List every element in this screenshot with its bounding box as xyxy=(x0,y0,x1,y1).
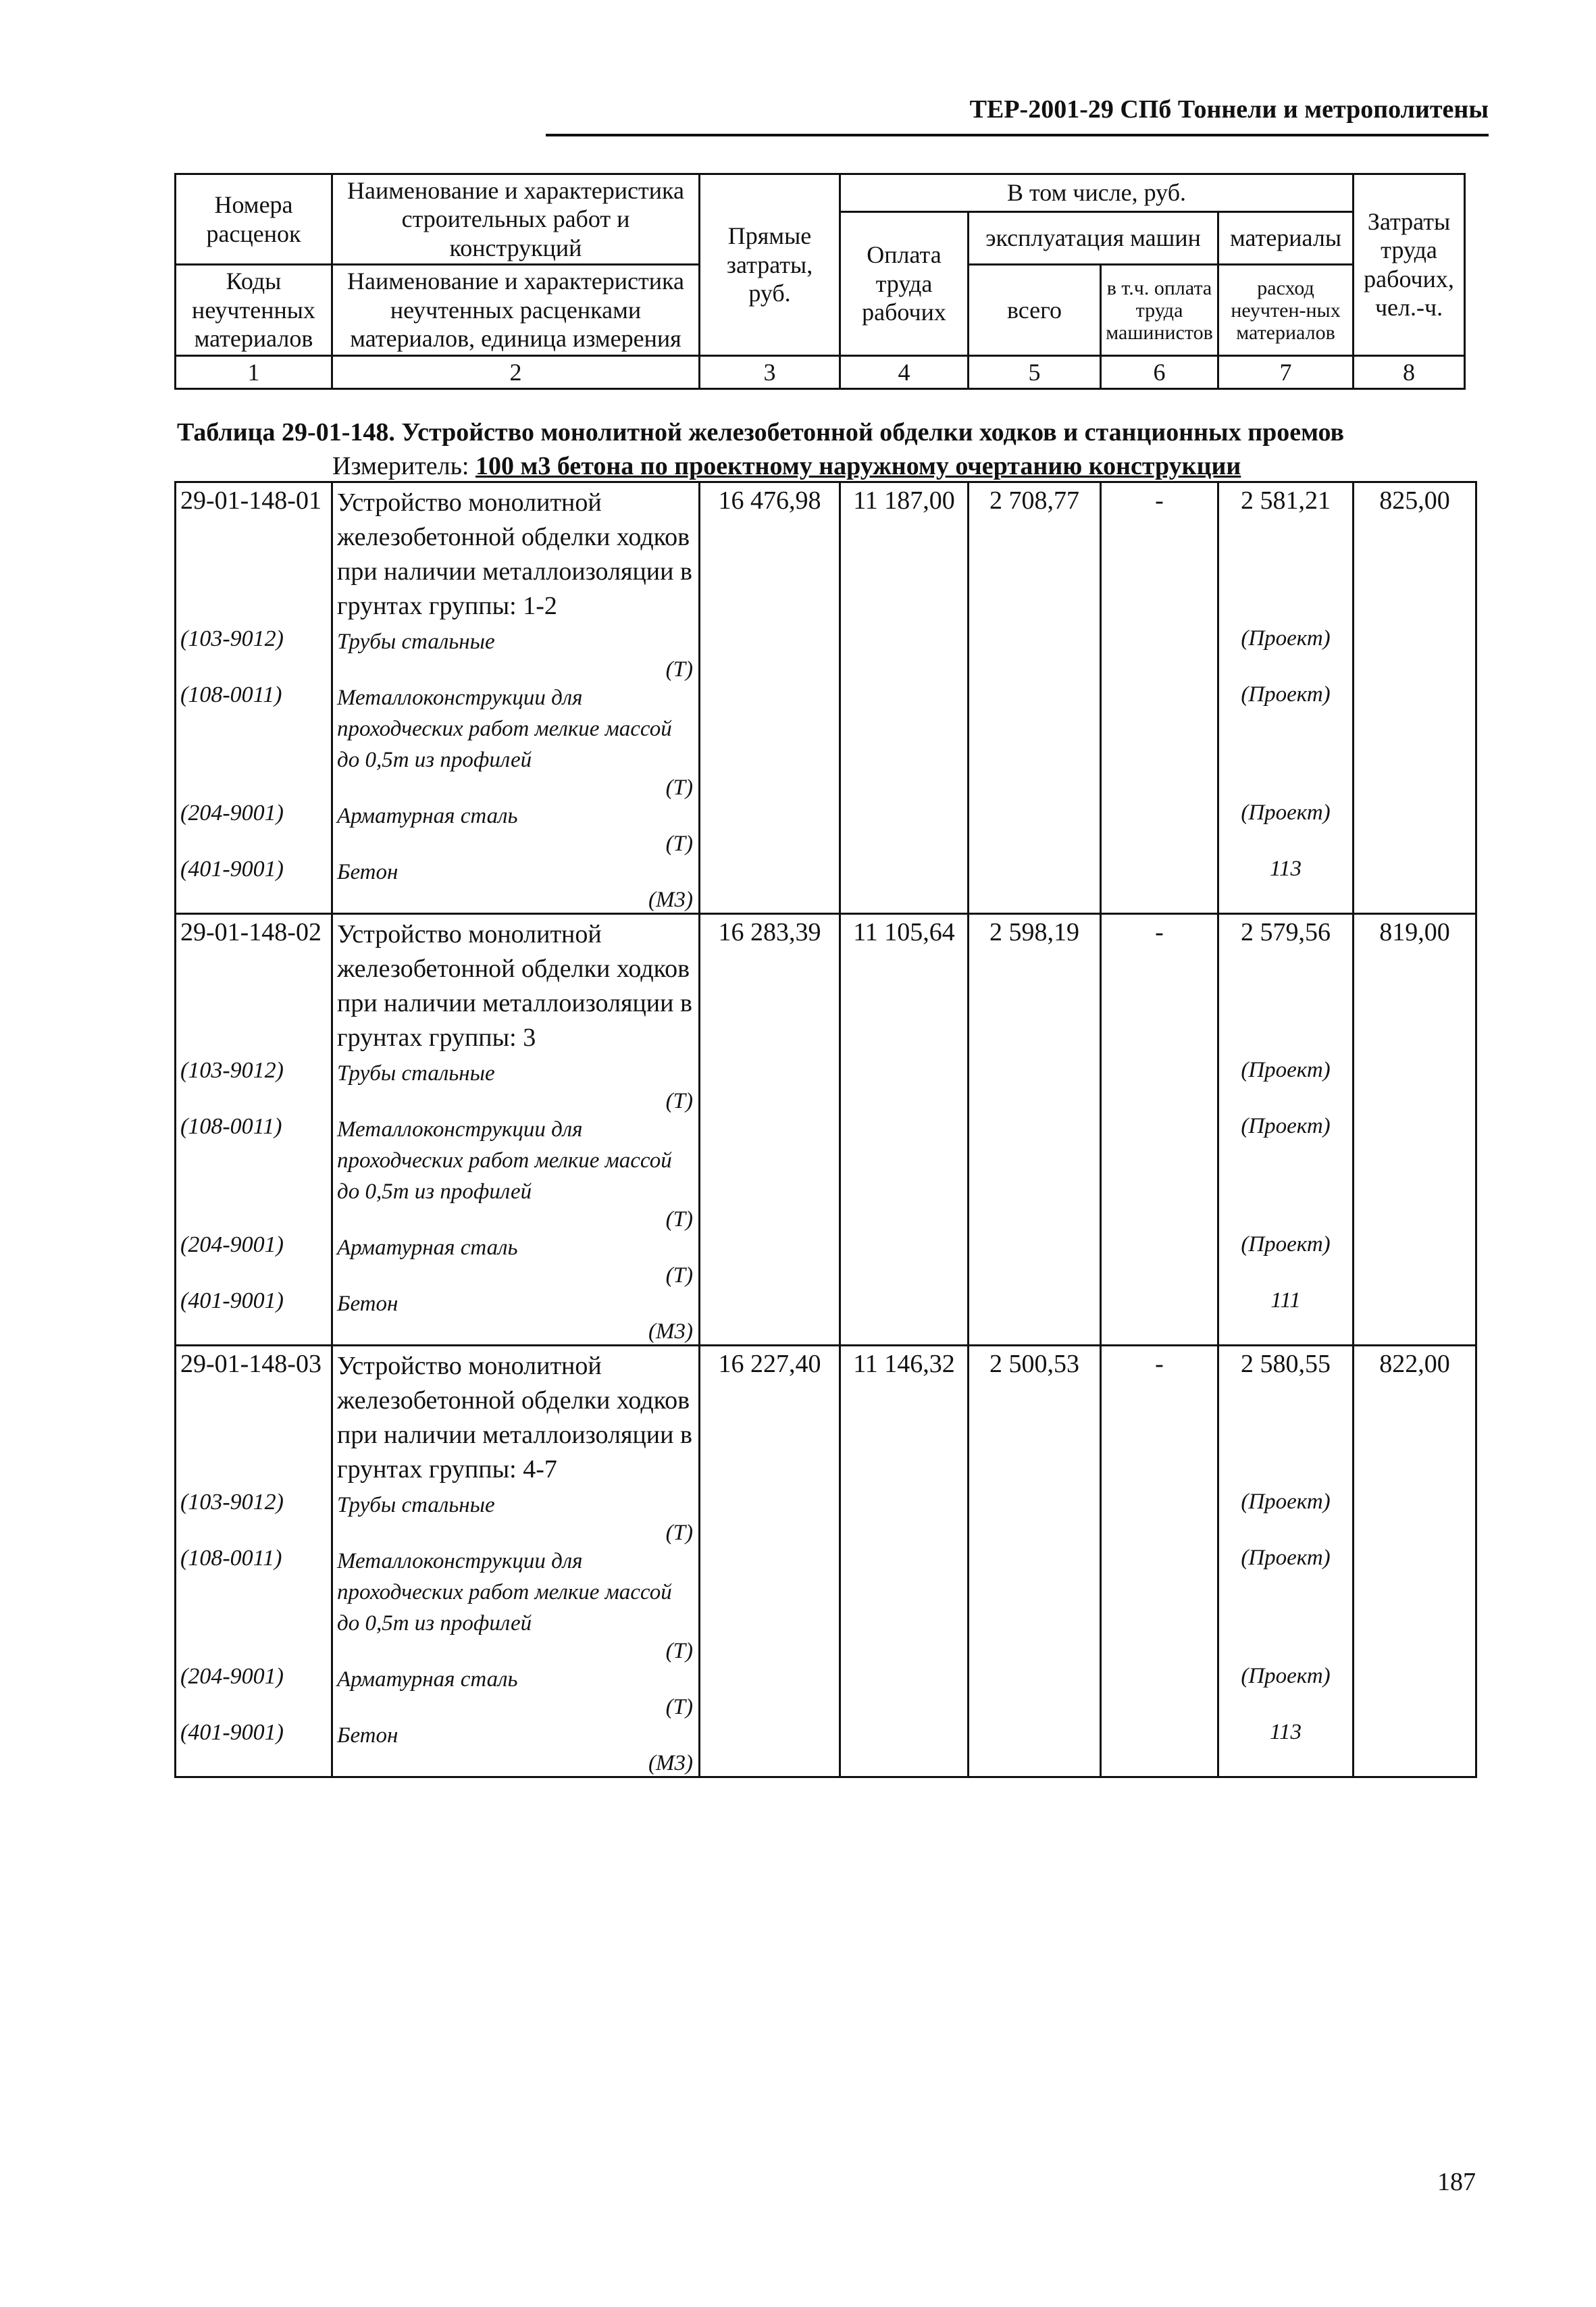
material-cell xyxy=(332,682,700,801)
material-name: Бетон xyxy=(337,860,398,884)
material-row xyxy=(176,1720,1476,1777)
empty-cell xyxy=(1354,1490,1476,1546)
material-name: Трубы стальные xyxy=(337,1061,495,1086)
materials-cost: 2 580,55 xyxy=(1218,1346,1354,1490)
empty-cell xyxy=(969,1232,1101,1288)
material-unit: (Т) xyxy=(665,776,693,800)
empty-cell xyxy=(1354,1546,1476,1664)
material-consumption: (Проект) xyxy=(1218,1664,1354,1720)
material-cell xyxy=(332,1058,700,1114)
material-code: (108-0011) xyxy=(176,1114,332,1232)
col-header-labor-pay: Оплата труда рабочих xyxy=(840,212,969,356)
material-name: Арматурная сталь xyxy=(337,1667,518,1692)
empty-cell xyxy=(1354,1720,1476,1777)
empty-cell xyxy=(1101,1114,1218,1232)
material-code: (108-0011) xyxy=(176,1546,332,1664)
material-cell xyxy=(332,1664,700,1720)
rate-code: 29-01-148-02 xyxy=(176,914,332,1059)
material-row xyxy=(176,626,1476,682)
column-header-table xyxy=(174,173,1466,390)
material-consumption: (Проект) xyxy=(1218,682,1354,801)
empty-cell xyxy=(840,1114,969,1232)
machines-total: 2 708,77 xyxy=(969,482,1101,627)
material-name: Металлоконструкции для проходческих работ мелкие массой до 0,5т из профилей xyxy=(337,1117,672,1204)
empty-cell xyxy=(1354,682,1476,801)
empty-cell xyxy=(700,682,840,801)
rate-description: Устройство монолитной железобетонной обделки ходков при наличии металлоизоляции в грунтах группы: 4-7 xyxy=(332,1346,700,1490)
col-header-materials: материалы xyxy=(1218,212,1354,265)
empty-cell xyxy=(969,1546,1101,1664)
rate-description: Устройство монолитной железобетонной обделки ходков при наличии металлоизоляции в грунтах группы: 1-2 xyxy=(332,482,700,627)
empty-cell xyxy=(1101,1490,1218,1546)
col-header-rate-numbers: Номера расценок xyxy=(176,174,332,265)
material-cell xyxy=(332,1288,700,1346)
material-consumption: 111 xyxy=(1218,1288,1354,1346)
material-row xyxy=(176,1288,1476,1346)
material-unit: (Т) xyxy=(665,1207,693,1232)
empty-cell xyxy=(840,1232,969,1288)
empty-cell xyxy=(700,857,840,914)
material-row xyxy=(176,1232,1476,1288)
col-number: 2 xyxy=(332,355,700,388)
empty-cell xyxy=(700,1232,840,1288)
col-header-machines: эксплуатация машин xyxy=(969,212,1218,265)
empty-cell xyxy=(1354,1288,1476,1346)
labor-pay: 11 146,32 xyxy=(840,1346,969,1490)
empty-cell xyxy=(1101,1288,1218,1346)
material-unit: (Т) xyxy=(665,1521,693,1545)
page-number: 187 xyxy=(1437,2168,1476,2196)
col-header-material-consumption: расход неучтен-ных материалов xyxy=(1218,265,1354,355)
empty-cell xyxy=(700,801,840,857)
labor-hours: 825,00 xyxy=(1354,482,1476,627)
material-name: Арматурная сталь xyxy=(337,1236,518,1260)
material-code: (401-9001) xyxy=(176,1288,332,1346)
material-unit: (Т) xyxy=(665,1639,693,1663)
empty-cell xyxy=(1354,1058,1476,1114)
material-unit: (М3) xyxy=(648,888,693,912)
material-cell xyxy=(332,1114,700,1232)
material-consumption: 113 xyxy=(1218,1720,1354,1777)
empty-cell xyxy=(840,682,969,801)
col-header-machines-total: всего xyxy=(969,265,1101,355)
labor-hours: 822,00 xyxy=(1354,1346,1476,1490)
material-cell xyxy=(332,626,700,682)
material-unit: (Т) xyxy=(665,657,693,682)
empty-cell xyxy=(700,1720,840,1777)
material-cell xyxy=(332,1490,700,1546)
col-number: 4 xyxy=(840,355,969,388)
col-header-work-name: Наименование и характеристика строительных работ и конструкций xyxy=(332,174,700,265)
empty-cell xyxy=(700,1114,840,1232)
material-name: Арматурная сталь xyxy=(337,804,518,828)
empty-cell xyxy=(840,857,969,914)
machines-total: 2 500,53 xyxy=(969,1346,1101,1490)
material-row xyxy=(176,801,1476,857)
empty-cell xyxy=(1354,1664,1476,1720)
rates-table xyxy=(174,481,1477,1778)
material-name: Трубы стальные xyxy=(337,630,495,654)
material-consumption: (Проект) xyxy=(1218,626,1354,682)
materials-cost: 2 579,56 xyxy=(1218,914,1354,1059)
material-name: Трубы стальные xyxy=(337,1493,495,1517)
material-consumption: (Проект) xyxy=(1218,801,1354,857)
material-name: Металлоконструкции для проходческих работ мелкие массой до 0,5т из профилей xyxy=(337,1549,672,1636)
empty-cell xyxy=(840,1664,969,1720)
material-consumption: (Проект) xyxy=(1218,1058,1354,1114)
material-row xyxy=(176,1114,1476,1232)
empty-cell xyxy=(840,1490,969,1546)
material-row xyxy=(176,857,1476,914)
material-cell xyxy=(332,1720,700,1777)
empty-cell xyxy=(700,1546,840,1664)
empty-cell xyxy=(1101,1546,1218,1664)
col-number: 1 xyxy=(176,355,332,388)
material-cell xyxy=(332,1546,700,1664)
empty-cell xyxy=(1101,682,1218,801)
material-row xyxy=(176,1546,1476,1664)
material-cell xyxy=(332,857,700,914)
material-consumption: (Проект) xyxy=(1218,1114,1354,1232)
material-code: (204-9001) xyxy=(176,801,332,857)
empty-cell xyxy=(1101,1232,1218,1288)
empty-cell xyxy=(969,626,1101,682)
col-number: 6 xyxy=(1101,355,1218,388)
material-code: (108-0011) xyxy=(176,682,332,801)
col-number: 3 xyxy=(700,355,840,388)
material-unit: (Т) xyxy=(665,1695,693,1719)
material-row xyxy=(176,1058,1476,1114)
material-name: Бетон xyxy=(337,1292,398,1316)
labor-hours: 819,00 xyxy=(1354,914,1476,1059)
material-row xyxy=(176,1490,1476,1546)
empty-cell xyxy=(700,1058,840,1114)
meter-value: 100 м3 бетона по проектному наружному очертанию конструкции xyxy=(475,452,1241,480)
machinists-pay: - xyxy=(1101,482,1218,627)
empty-cell xyxy=(1101,1664,1218,1720)
materials-cost: 2 581,21 xyxy=(1218,482,1354,627)
empty-cell xyxy=(1354,1114,1476,1232)
empty-cell xyxy=(969,1058,1101,1114)
material-consumption: (Проект) xyxy=(1218,1232,1354,1288)
material-code: (103-9012) xyxy=(176,1490,332,1546)
empty-cell xyxy=(840,1058,969,1114)
direct-costs: 16 476,98 xyxy=(700,482,840,627)
material-consumption: 113 xyxy=(1218,857,1354,914)
empty-cell xyxy=(840,1546,969,1664)
machinists-pay: - xyxy=(1101,914,1218,1059)
empty-cell xyxy=(700,1664,840,1720)
material-unit: (Т) xyxy=(665,1089,693,1113)
labor-pay: 11 105,64 xyxy=(840,914,969,1059)
rate-description: Устройство монолитной железобетонной обделки ходков при наличии металлоизоляции в грунтах группы: 3 xyxy=(332,914,700,1059)
empty-cell xyxy=(969,1664,1101,1720)
empty-cell xyxy=(969,682,1101,801)
empty-cell xyxy=(1101,801,1218,857)
col-number: 7 xyxy=(1218,355,1354,388)
empty-cell xyxy=(840,801,969,857)
meter-prefix: Измеритель: xyxy=(332,452,469,480)
col-number: 8 xyxy=(1354,355,1465,388)
empty-cell xyxy=(969,1114,1101,1232)
rate-row xyxy=(176,482,1476,627)
rate-row xyxy=(176,1346,1476,1490)
empty-cell xyxy=(1101,857,1218,914)
machines-total: 2 598,19 xyxy=(969,914,1101,1059)
rate-code: 29-01-148-01 xyxy=(176,482,332,627)
empty-cell xyxy=(969,857,1101,914)
material-consumption: (Проект) xyxy=(1218,1546,1354,1664)
material-name: Бетон xyxy=(337,1723,398,1748)
rate-code: 29-01-148-03 xyxy=(176,1346,332,1490)
material-unit: (Т) xyxy=(665,832,693,856)
col-header-machinists-pay: в т.ч. оплата труда машинистов xyxy=(1101,265,1218,355)
rate-row xyxy=(176,914,1476,1059)
material-code: (401-9001) xyxy=(176,1720,332,1777)
empty-cell xyxy=(840,1288,969,1346)
direct-costs: 16 227,40 xyxy=(700,1346,840,1490)
empty-cell xyxy=(969,1288,1101,1346)
material-code: (204-9001) xyxy=(176,1232,332,1288)
col-header-group: В том числе, руб. xyxy=(840,174,1354,212)
material-cell xyxy=(332,801,700,857)
empty-cell xyxy=(969,801,1101,857)
empty-cell xyxy=(1354,857,1476,914)
col-header-direct-costs: Прямые затраты, руб. xyxy=(700,174,840,356)
empty-cell xyxy=(700,626,840,682)
empty-cell xyxy=(840,1720,969,1777)
material-code: (401-9001) xyxy=(176,857,332,914)
empty-cell xyxy=(1101,1720,1218,1777)
material-code: (103-9012) xyxy=(176,1058,332,1114)
empty-cell xyxy=(1354,1232,1476,1288)
empty-cell xyxy=(1101,626,1218,682)
empty-cell xyxy=(1101,1058,1218,1114)
direct-costs: 16 283,39 xyxy=(700,914,840,1059)
labor-pay: 11 187,00 xyxy=(840,482,969,627)
running-title: ТЕР-2001-29 СПб Тоннели и метрополитены xyxy=(546,95,1489,136)
material-cell xyxy=(332,1232,700,1288)
empty-cell xyxy=(969,1490,1101,1546)
material-row xyxy=(176,1664,1476,1720)
empty-cell xyxy=(1354,801,1476,857)
table-meter xyxy=(332,451,1241,481)
material-unit: (Т) xyxy=(665,1263,693,1288)
empty-cell xyxy=(700,1288,840,1346)
material-name: Металлоконструкции для проходческих работ мелкие массой до 0,5т из профилей xyxy=(337,686,672,772)
material-unit: (М3) xyxy=(648,1319,693,1344)
col-header-material-names: Наименование и характеристика неучтенных расценками материалов, единица измерения xyxy=(332,265,700,355)
material-unit: (М3) xyxy=(648,1751,693,1775)
material-code: (103-9012) xyxy=(176,626,332,682)
material-code: (204-9001) xyxy=(176,1664,332,1720)
machinists-pay: - xyxy=(1101,1346,1218,1490)
empty-cell xyxy=(1354,626,1476,682)
col-header-material-codes: Коды неучтенных материалов xyxy=(176,265,332,355)
table-title: Таблица 29-01-148. Устройство монолитной железобетонной обделки ходков и станционных проемов xyxy=(177,418,1345,447)
empty-cell xyxy=(700,1490,840,1546)
col-header-labor-hours: Затраты труда рабочих, чел.-ч. xyxy=(1354,174,1465,356)
material-consumption: (Проект) xyxy=(1218,1490,1354,1546)
empty-cell xyxy=(840,626,969,682)
material-row xyxy=(176,682,1476,801)
col-number: 5 xyxy=(969,355,1101,388)
empty-cell xyxy=(969,1720,1101,1777)
